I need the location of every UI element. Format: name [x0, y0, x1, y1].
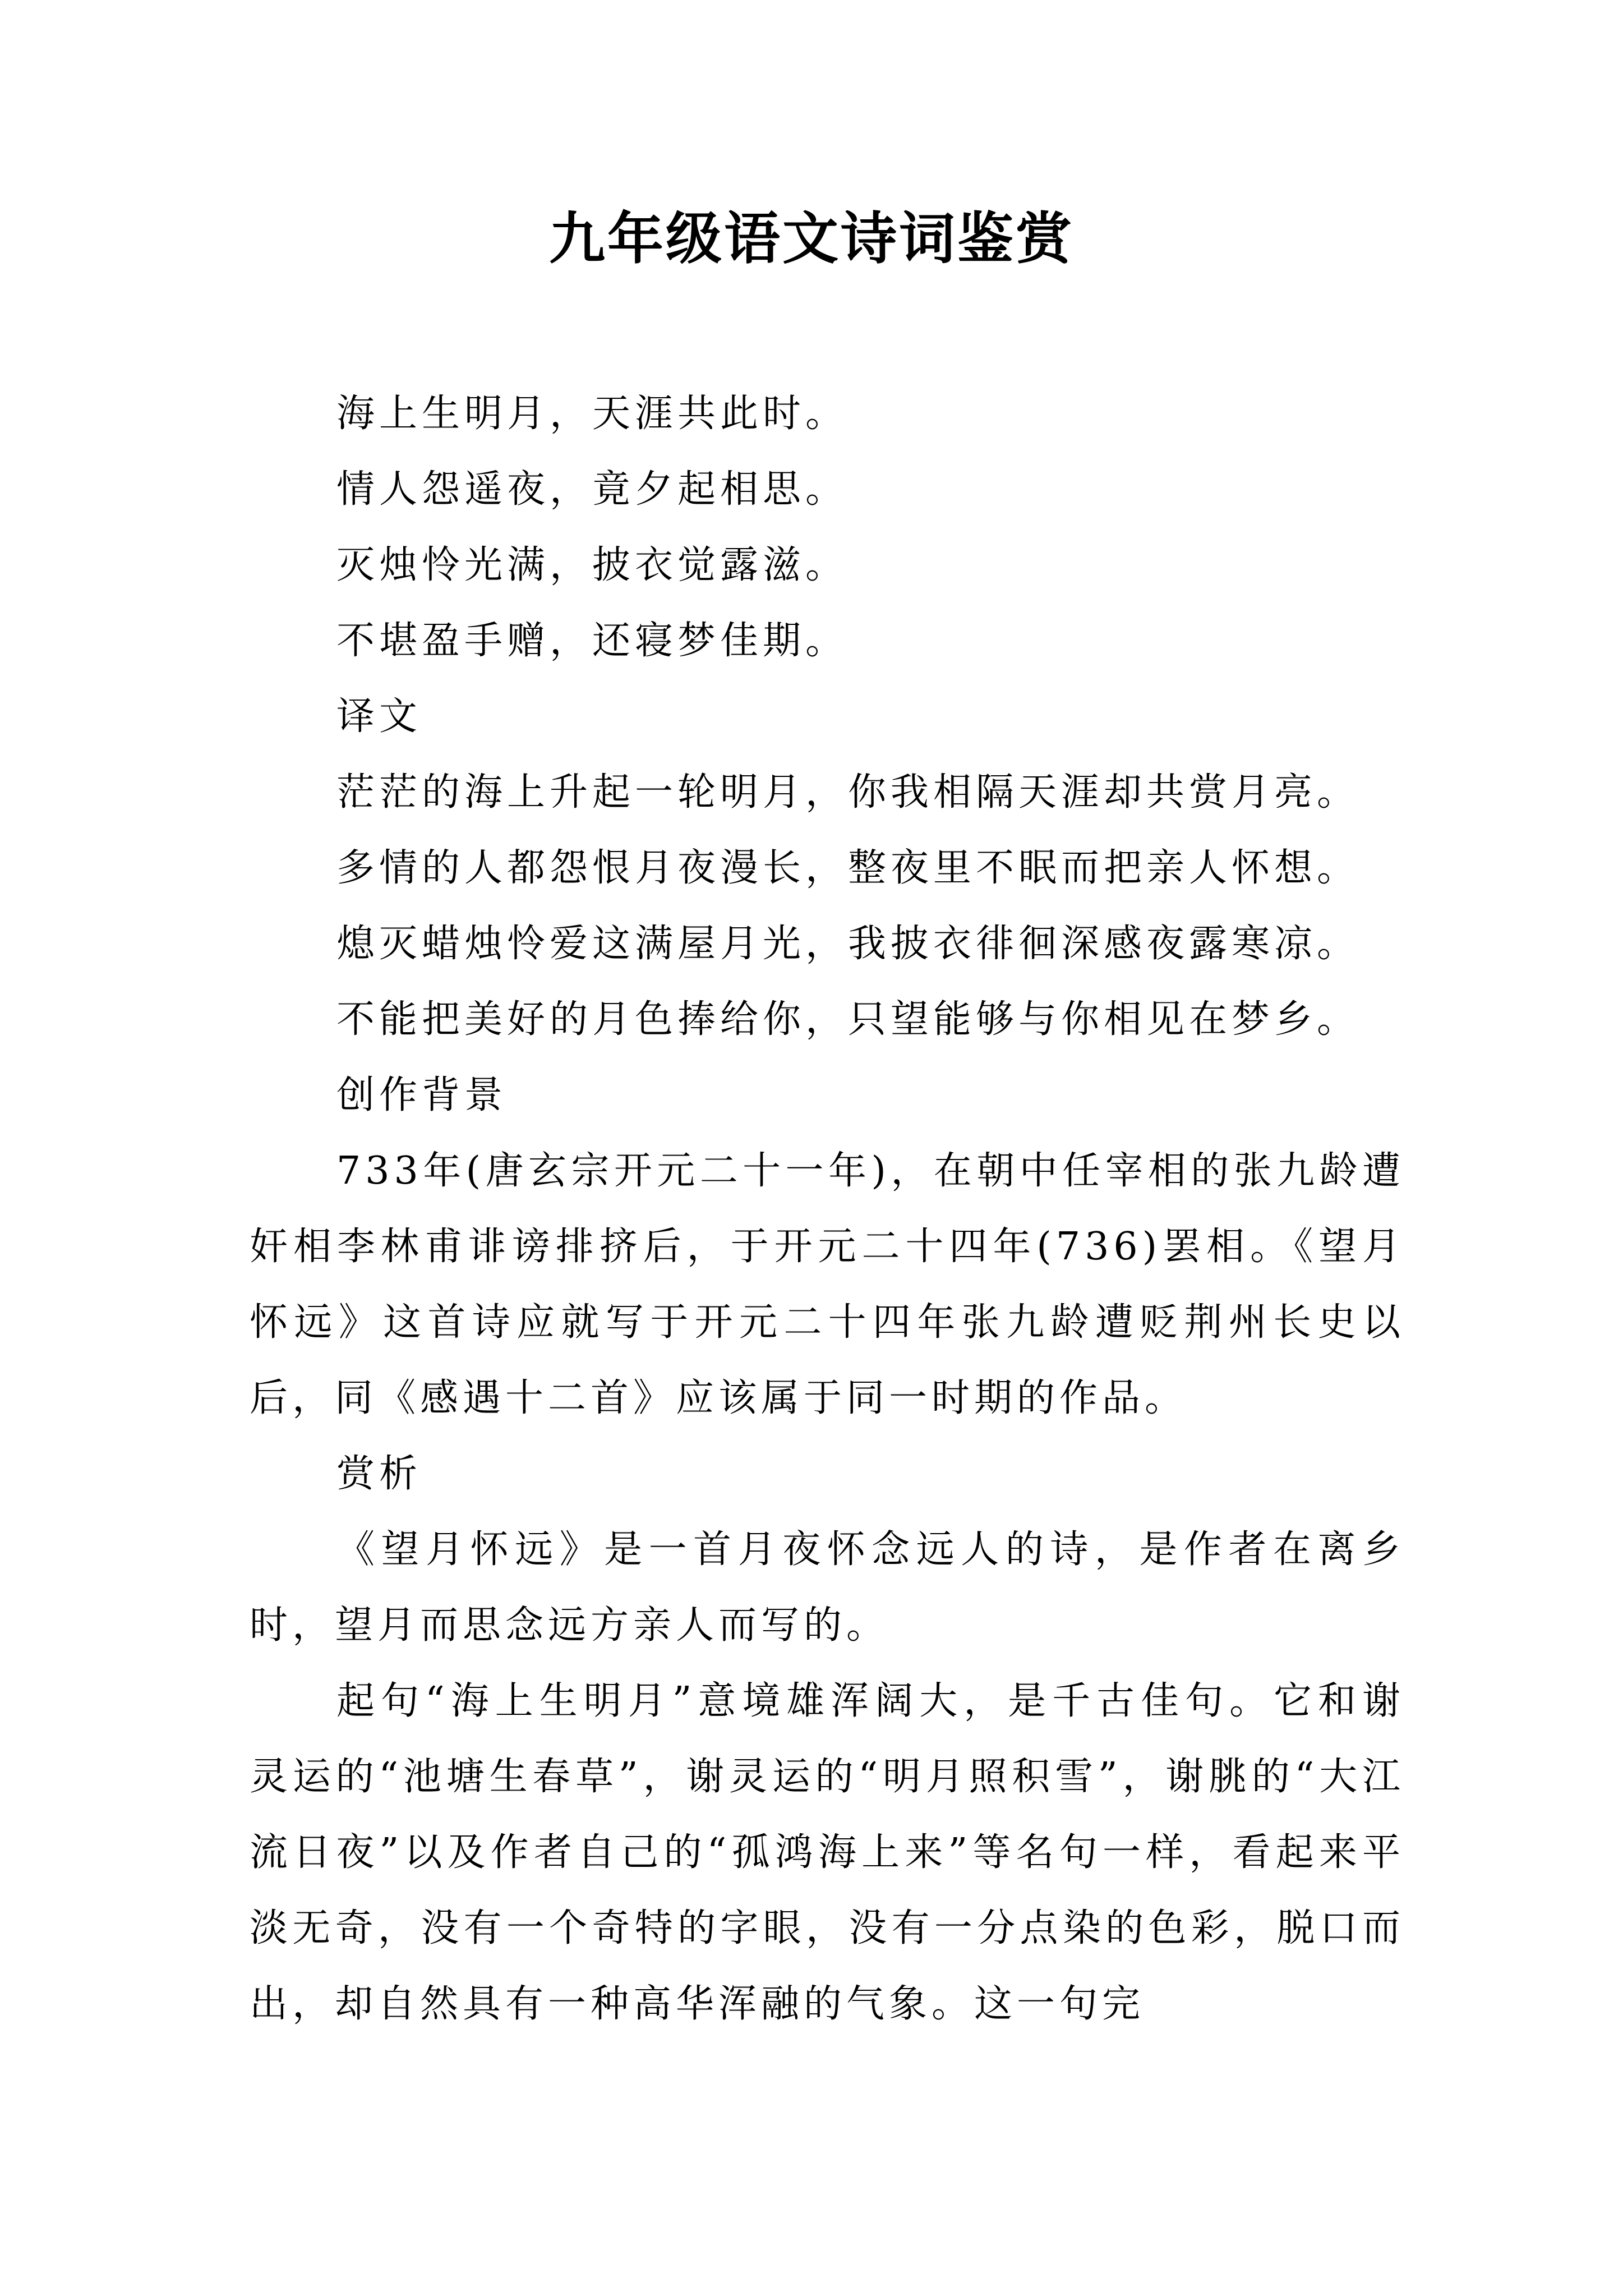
translation-line: 不能把美好的月色捧给你，只望能够与你相见在梦乡。 [336, 997, 1360, 1042]
translation-line: 熄灭蜡烛怜爱这满屋月光，我披衣徘徊深感夜露寒凉。 [336, 922, 1360, 966]
background-paragraph: 733年(唐玄宗开元二十一年)，在朝中任宰相的张九龄遭奸相李林甫诽谤排挤后，于开元二十四年(736)罢相。《望月怀远》这首诗应就写于开元二十四年张九龄遭贬荆州长史以后，同《感遇十二首》应该属于同一时期的作品。 [250, 1149, 1405, 1420]
background-heading: 创作背景 [336, 1073, 508, 1117]
poem-line: 不堪盈手赠，还寝梦佳期。 [336, 619, 849, 663]
appreciation-paragraph: 《望月怀远》是一首月夜怀念远人的诗，是作者在离乡时，望月而思念远方亲人而写的。 [250, 1527, 1405, 1648]
poem-line: 情人怨遥夜，竟夕起相思。 [336, 467, 849, 512]
appreciation-paragraph: 起句“海上生明月”意境雄浑阔大，是千古佳句。它和谢灵运的“池塘生春草”，谢灵运的“明月照积雪”，谢朓的“大江流日夜”以及作者自己的“孤鸿海上来”等名句一样，看起来平淡无奇，没有一个奇特的字眼，没有一分点染的色彩，脱口而出，却自然具有一种高华浑融的气象。这一句完 [250, 1679, 1405, 2026]
appreciation-heading: 赏析 [336, 1452, 422, 1496]
translation-line: 茫茫的海上升起一轮明月，你我相隔天涯却共赏月亮。 [336, 770, 1360, 815]
document-body [250, 376, 1405, 2042]
poem-line: 海上生明月，天涯共此时。 [336, 392, 849, 436]
document-title: 九年级语文诗词鉴赏 [549, 205, 1074, 272]
poem-line: 灭烛怜光满，披衣觉露滋。 [336, 543, 849, 587]
translation-heading: 译文 [336, 694, 422, 739]
translation-line: 多情的人都怨恨月夜漫长，整夜里不眠而把亲人怀想。 [336, 846, 1360, 890]
